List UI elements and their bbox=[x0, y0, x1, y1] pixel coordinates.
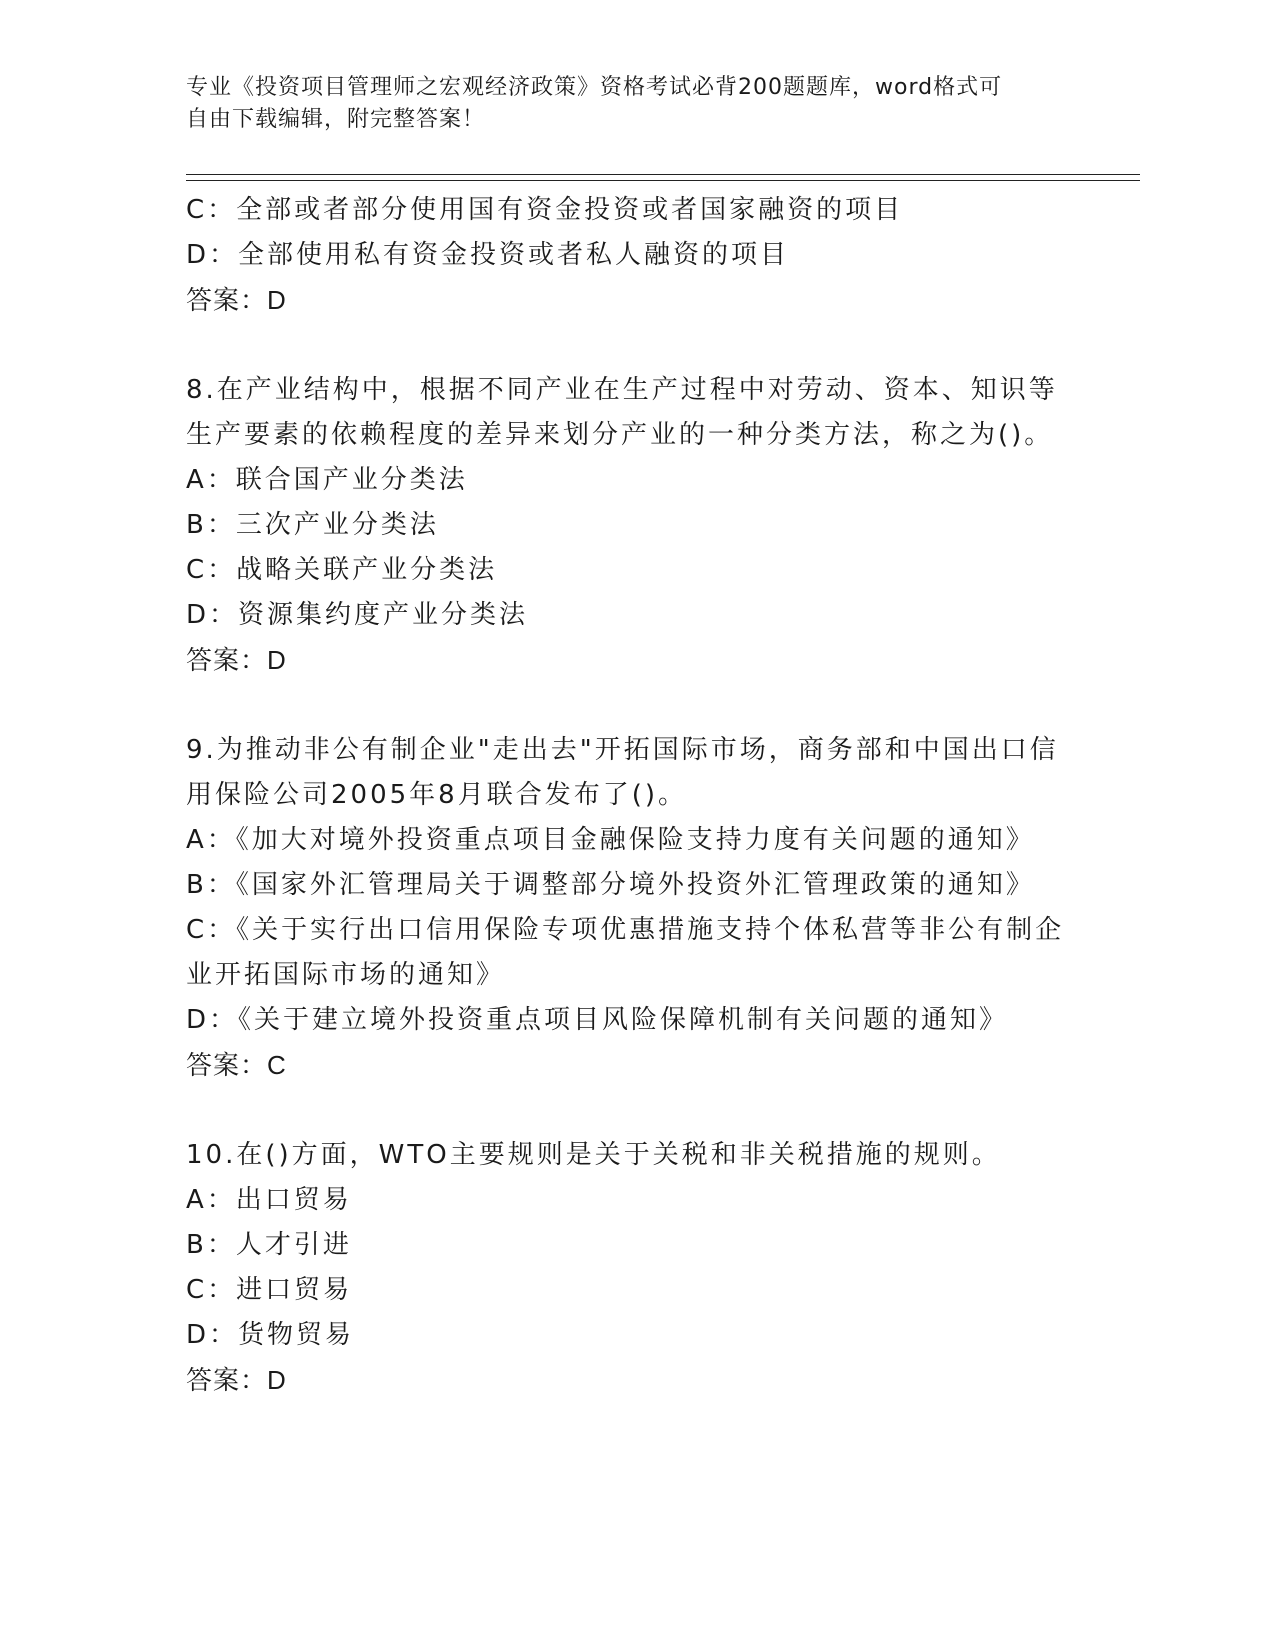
option-b: B：《国家外汇管理局关于调整部分境外投资外汇管理政策的通知》 bbox=[186, 870, 1035, 900]
option-b: B：人才引进 bbox=[186, 1230, 352, 1260]
question-stem: 8.在产业结构中，根据不同产业在生产过程中对劳动、资本、知识等 bbox=[186, 375, 1058, 405]
spacer bbox=[186, 1088, 1086, 1133]
option-c-continued: 业开拓国际市场的通知》 bbox=[186, 960, 506, 990]
option-a: A：出口贸易 bbox=[186, 1185, 352, 1215]
question-7-tail bbox=[186, 188, 1086, 323]
header-line-1: 专业《投资项目管理师之宏观经济政策》资格考试必背200题题库，word格式可 bbox=[186, 75, 1003, 100]
question-list bbox=[186, 188, 1086, 1403]
option-a: A：《加大对境外投资重点项目金融保险支持力度有关问题的通知》 bbox=[186, 825, 1035, 855]
header-rule-top bbox=[186, 174, 1140, 175]
question-stem: 用保险公司2005年8月联合发布了()。 bbox=[186, 780, 687, 810]
document-header bbox=[186, 72, 1066, 136]
option-c: C：战略关联产业分类法 bbox=[186, 555, 498, 585]
answer-line: 答案：D bbox=[186, 1365, 287, 1395]
answer-line: 答案：D bbox=[186, 285, 287, 315]
option-b: B：三次产业分类法 bbox=[186, 510, 439, 540]
spacer bbox=[186, 683, 1086, 728]
option-d: D：资源集约度产业分类法 bbox=[186, 600, 529, 630]
spacer bbox=[186, 323, 1086, 368]
option-c: C：《关于实行出口信用保险专项优惠措施支持个体私营等非公有制企 bbox=[186, 915, 1065, 945]
option-d: D：货物贸易 bbox=[186, 1320, 355, 1350]
header-line-2: 自由下载编辑，附完整答案！ bbox=[186, 107, 486, 132]
question-10 bbox=[186, 1133, 1086, 1403]
answer-line: 答案：C bbox=[186, 1050, 287, 1080]
answer-line: 答案：D bbox=[186, 645, 287, 675]
question-stem: 10.在()方面，WTO主要规则是关于关税和非关税措施的规则。 bbox=[186, 1140, 1001, 1170]
option-a: A：联合国产业分类法 bbox=[186, 465, 468, 495]
option-c: C：全部或者部分使用国有资金投资或者国家融资的项目 bbox=[186, 195, 904, 225]
option-d: D：《关于建立境外投资重点项目风险保障机制有关问题的通知》 bbox=[186, 1005, 1009, 1035]
option-c: C：进口贸易 bbox=[186, 1275, 353, 1305]
question-8 bbox=[186, 368, 1086, 683]
question-9 bbox=[186, 728, 1086, 1088]
header-rule-bottom bbox=[186, 180, 1140, 181]
question-stem: 9.为推动非公有制企业"走出去"开拓国际市场，商务部和中国出口信 bbox=[186, 735, 1059, 765]
option-d: D：全部使用私有资金投资或者私人融资的项目 bbox=[186, 240, 790, 270]
question-stem: 生产要素的依赖程度的差异来划分产业的一种分类方法，称之为()。 bbox=[186, 420, 1054, 450]
